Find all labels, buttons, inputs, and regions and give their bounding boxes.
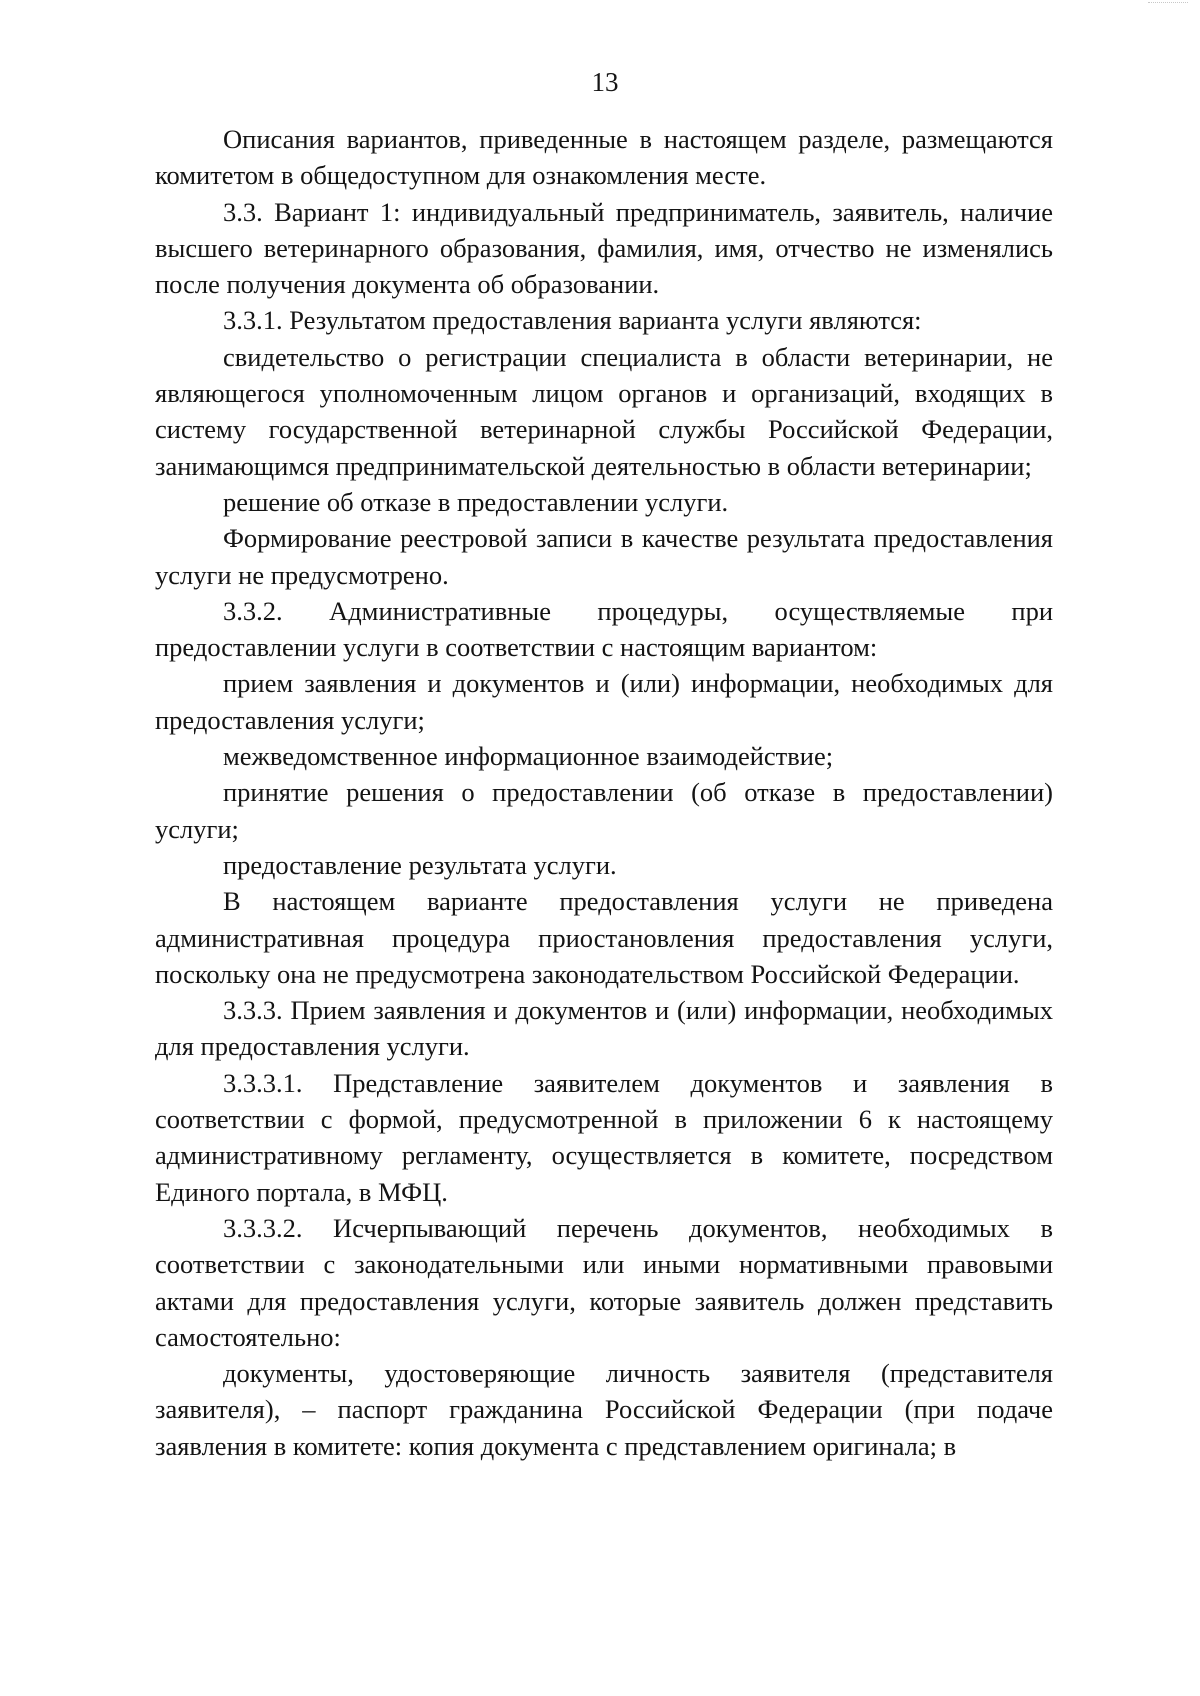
paragraph-3-3: 3.3. Вариант 1: индивидуальный предприниматель, заявитель, наличие высшего ветеринарного образования, фамилия, имя, отчество не изменялись после получения документа об образовании. xyxy=(155,196,1053,300)
list-item-decision: принятие решения о предоставлении (об отказе в предоставлении) услуги; xyxy=(155,777,1053,844)
paragraph-3-3-3-1: 3.3.3.1. Представление заявителем документов и заявления в соответствии с формой, предусмотренной в приложении 6 к настоящему административному регламенту, осуществляется в комитете, посредством Единого портала, в МФЦ. xyxy=(155,1067,1053,1207)
paragraph-3-3-2: 3.3.2. Административные процедуры, осуществляемые при предоставлении услуги в соответствии с настоящим вариантом: xyxy=(155,595,1053,663)
paragraph-result-certificate: свидетельство о регистрации специалиста в области ветеринарии, не являющегося уполномоченным лицом органов и организаций, входящих в систему государственной ветеринарной службы Российской Федерации, занимающимся предпринимательской деятельностью в области ветеринарии; xyxy=(155,341,1053,481)
paragraph-3-3-1: 3.3.1. Результатом предоставления варианта услуги являются: xyxy=(223,305,922,336)
scan-corner-mark xyxy=(1148,2,1188,5)
list-item-result-delivery: предоставление результата услуги. xyxy=(223,849,617,880)
paragraph-variants-description: Описания вариантов, приведенные в настоящем разделе, размещаются комитетом в общедоступном для ознакомления месте. xyxy=(155,124,1053,191)
paragraph-result-refusal: решение об отказе в предоставлении услуги. xyxy=(223,486,729,517)
paragraph-3-3-3: 3.3.3. Прием заявления и документов и (или) информации, необходимых для предоставления услуги. xyxy=(155,995,1053,1062)
paragraph-identity-documents: документы, удостоверяющие личность заявителя (представителя заявителя), – паспорт гражданина Российской Федерации (при подаче заявления в комитете: копия документа с представлением оригинала; в xyxy=(155,1358,1053,1461)
list-item-reception: прием заявления и документов и (или) информации, необходимых для предоставления услуги; xyxy=(155,668,1053,735)
paragraph-3-3-3-2: 3.3.3.2. Исчерпывающий перечень документов, необходимых в соответствии с законодательными или иными нормативными правовыми актами для предоставления услуги, которые заявитель должен представить самостоятельно: xyxy=(155,1212,1053,1352)
paragraph-registry-record: Формирование реестровой записи в качестве результата предоставления услуги не предусмотрено. xyxy=(155,523,1053,590)
document-body xyxy=(155,121,1053,1464)
page-number: 13 xyxy=(591,67,619,97)
paragraph-suspension-note: В настоящем варианте предоставления услуги не приведена административная процедура приостановления предоставления услуги, поскольку она не предусмотрена законодательством Российской Федерации. xyxy=(155,886,1053,989)
list-item-interagency: межведомственное информационное взаимодействие; xyxy=(223,741,834,772)
